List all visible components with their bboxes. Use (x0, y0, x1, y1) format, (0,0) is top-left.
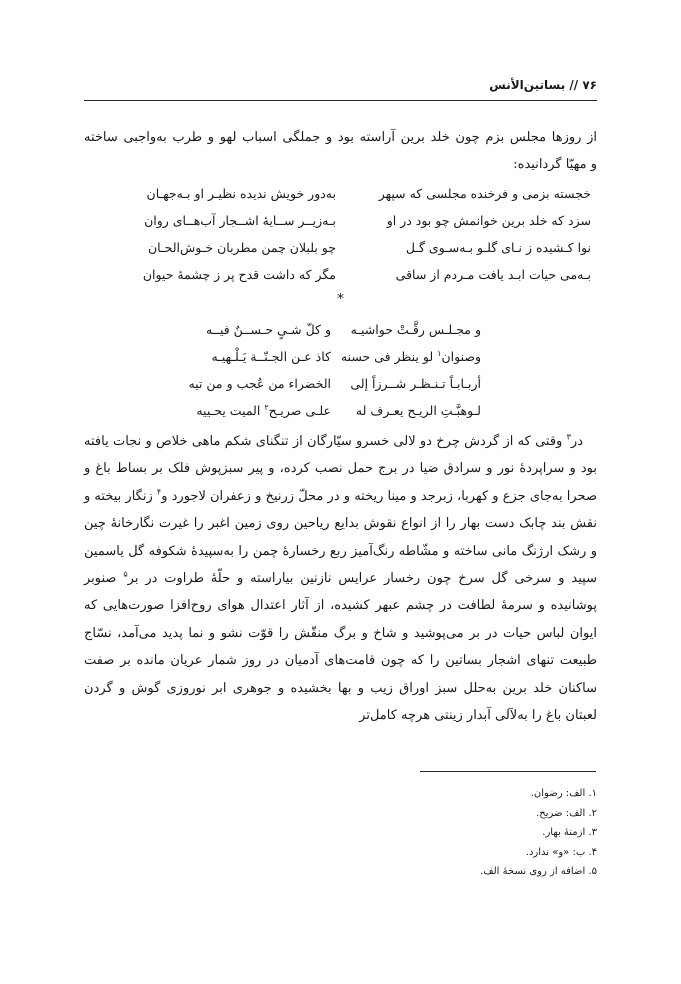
poem-couplet (181, 397, 481, 424)
poem-hemistich-right: بـه‌می حیات ابـد یافت مـردم از ساقی (395, 267, 591, 282)
footnote: ۲. الف: ضریح. (536, 807, 597, 819)
poem-hemistich-right: سزد که خلد برین خوانمش چو بود در او (386, 213, 591, 228)
intro-line-2: و مهیّا گردانیده: (513, 157, 597, 173)
footnote: ۴. ب: «و» ندارد. (525, 846, 597, 858)
poem-couplet (181, 343, 481, 370)
poem-hemistich-right: وصنوان$^۱$ لو ینظر فی حسنه (340, 348, 481, 364)
poem-hemistich-left: مگر که داشت قدح پر ز چشمۀ حیوان (142, 267, 336, 282)
footnote: ۳. ازمنۀ بهار. (542, 827, 597, 838)
poem-couplet (111, 261, 591, 288)
footnote-marker: ۳ (566, 432, 571, 442)
poem-hemistich-right: نوا کـشیده ز نـای گلـو بـه‌سـوی گـل (405, 240, 591, 255)
intro-line-1: از روزها مجلس بزم چون خلد برین آراسته بود و جملگی اسباب لهو و طرب به‌واجبی ساخته (84, 130, 597, 145)
poem-hemistich-right: خجسته بزمی و فرخنده مجلسی که سپهر (378, 186, 591, 201)
footnote-marker: ۲ (264, 402, 269, 412)
footnote-marker: ۴ (156, 487, 162, 497)
poem-hemistich-right: لـوهبَّـتِ الریـح یعـرف له (355, 403, 481, 418)
footnote: ۵. اضافه از روی نسخۀ الف. (480, 866, 597, 877)
header-rule (84, 100, 597, 101)
footnote-marker: ۱ (437, 348, 442, 358)
poem-hemistich-left: و کلّ شـیٍ حـســنٌ فیــه (205, 322, 331, 337)
poem-hemistich-right: و مجـلـس رقَّـتْ حواشیـه (350, 322, 481, 337)
intro-paragraph (84, 124, 597, 179)
poem-hemistich-left: به‌دور خویش ندیده نظیـر او بـه‌جهـان (146, 186, 336, 201)
poem-couplet (181, 370, 481, 397)
poem-hemistich-left: بـه‌زیــر ســایۀ اشــجار آب‌هــای روان (144, 213, 336, 228)
poem-hemistich-left: چو بلبلان چمن مطربان خـوش‌الحـان (148, 240, 336, 255)
section-separator: * (337, 292, 344, 307)
running-header: ۷۶ // بساتین‌الأنس (489, 78, 597, 92)
poem-hemistich-left: الخضراء من عُجب و من تیه (188, 376, 331, 391)
poem-couplet (181, 316, 481, 343)
poem-hemistich-left: علـی صریـح$^۲$ المیت یحـییه (196, 402, 331, 418)
poem-hemistich-right: أربـابـاً تـنـظـر شــرزاً إلی (350, 376, 481, 391)
poem-couplet (111, 180, 591, 207)
body-paragraph: در$^۳$ وقتی که از گردش چرخ دو لالی خسرو سیّارگان از تنگنای شکم ماهی خلاص و نجات یافته بود و سراپردۀ نور و سرادق ضیا در برج حمل نصب کرده، و پیر سبزپوش فلک بر بساط باغ و صحرا به‌جای جزع و کهربا، زبرجد و مینا ریخته و در محلّ زرنیخ و زعفران لاجورد و$^۴$ زنگار بیخته و نقش بند چابک دست بهار را از انواع نقوش بدایع ریاحین روی زمین اغبر را غیرت نگارخانۀ چین و رشک ارژنگ مانی ساخته و مشّاطه رنگ‌آمیز ربع رخسارۀ چمن را به‌سپیدۀ شکوفه گل یاسمین سپید و سرخی گل سرخ چون رخسار عرایس نازنین بیاراسته و حلّۀ طراوت در بر$^۵$ صنوبر پوشانیده و سرمۀ لطافت در چشم عبهر کشیده، از آثار اعتدال هوای روح‌افزا صورت‌هایی که ایوان لباس حیات در بر می‌پوشید و شاخ و برگ منقّش را قوّت نشو و نما پدید می‌آمد، نسّاج طبیعت تنهای اشجار بساتین را که چون قامت‌های آدمیان در روز شمار عریان مانده بر صفت ساکنان خلد برین به‌حلل سبز اوراق زیب و بها بخشیده و جوهری ابر نوروزی گوش و گردن لعبتان باغ را به‌لآلی آبدار زینتی هرچه کامل‌تر (84, 432, 597, 724)
poem-hemistich-left: کاذ عـن الجـنّــة یَـلْـهیـه (211, 349, 331, 364)
footnote-marker: ۵ (123, 569, 128, 579)
footnotes (84, 784, 597, 882)
footnote-rule (420, 771, 596, 772)
poem-couplet (111, 234, 591, 261)
footnote: ۱. الف: رضوان. (530, 788, 597, 799)
poem-couplet (111, 207, 591, 234)
